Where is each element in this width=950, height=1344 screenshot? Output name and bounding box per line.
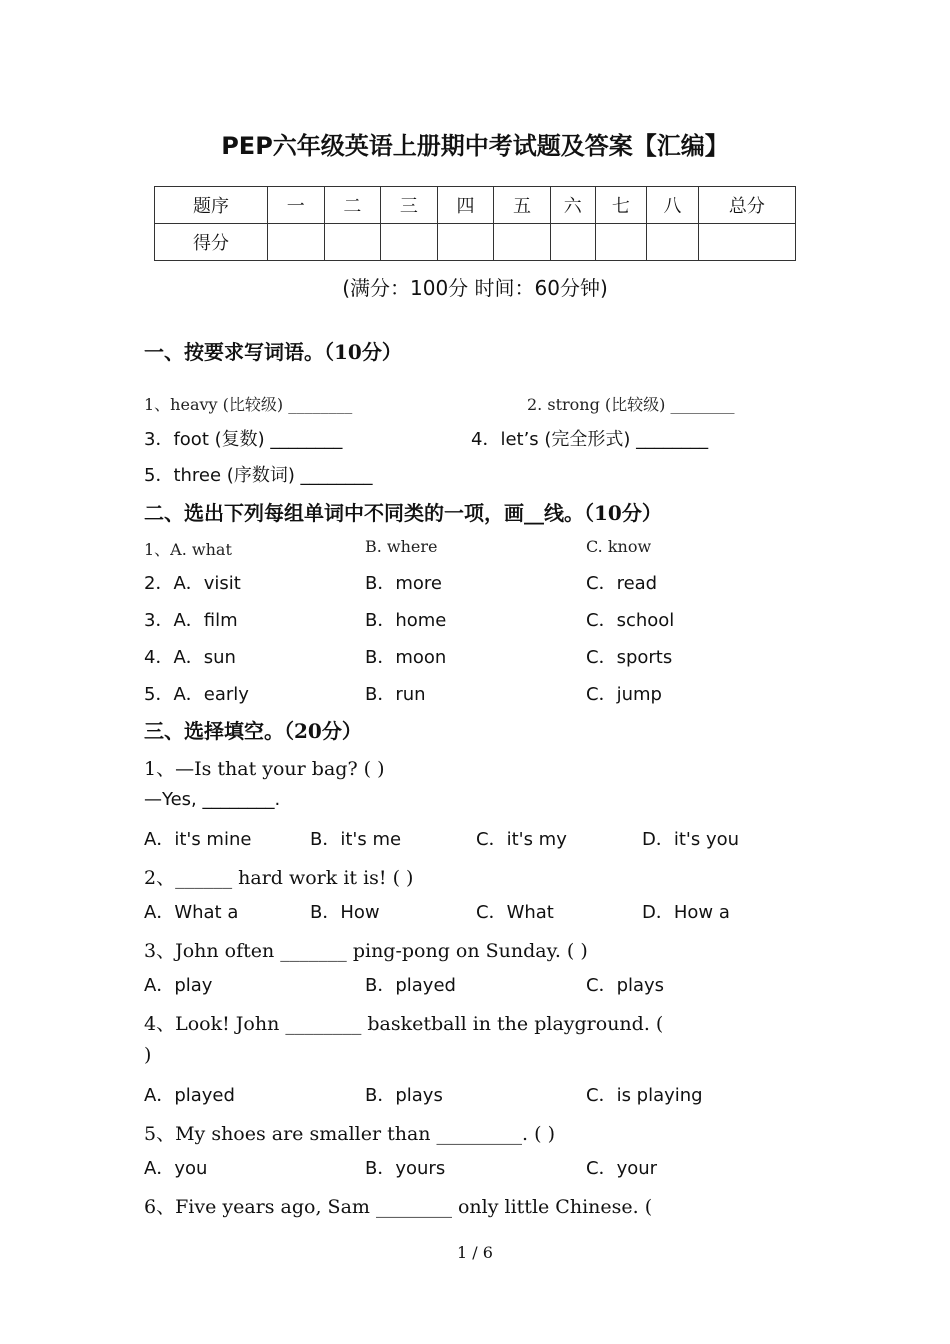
score-table <box>154 186 796 261</box>
option-text: B．played <box>365 975 456 996</box>
question-text: 2、______ hard work it is! ( ) <box>144 867 414 889</box>
question-text: 3．foot (复数) ________ <box>144 429 343 450</box>
score-cell <box>267 224 324 261</box>
score-cell <box>437 224 494 261</box>
score-cell <box>324 224 381 261</box>
score-cell <box>698 224 795 261</box>
question-text: 1、heavy (比较级) ________ <box>144 395 353 414</box>
question-text: —Yes, ________. <box>144 789 281 810</box>
option-text: 2．A．visit <box>144 573 241 594</box>
section-2-heading: 二、选出下列每组单词中不同类的一项，画__线。（10分） <box>144 501 662 525</box>
option-text: B．moon <box>365 647 447 668</box>
option-text: 5．A．early <box>144 684 249 705</box>
header-cell: 总分 <box>698 187 795 224</box>
option-text: B．home <box>365 610 447 631</box>
header-cell: 四 <box>437 187 494 224</box>
option-text: C．plays <box>586 975 665 996</box>
question-text: ) <box>144 1044 152 1066</box>
score-table-header-row <box>155 187 796 224</box>
option-text: C．sports <box>586 647 673 668</box>
option-text: B. where <box>365 537 438 556</box>
score-cell <box>595 224 647 261</box>
question-text: 4．let’s (完全形式) ________ <box>471 429 709 450</box>
score-cell <box>381 224 438 261</box>
option-text: C．it's my <box>476 829 567 850</box>
question-text: 1、—Is that your bag? ( ) <box>144 758 385 780</box>
option-text: B．plays <box>365 1085 443 1106</box>
score-cell <box>647 224 699 261</box>
option-text: 4．A．sun <box>144 647 236 668</box>
option-text: 3．A．film <box>144 610 238 631</box>
option-text: B．yours <box>365 1158 446 1179</box>
question-text: 3、John often _______ ping-pong on Sunday. ( ) <box>144 940 588 962</box>
question-text: 4、Look! John ________ basketball in the playground. ( <box>144 1013 664 1035</box>
question-text: 5．three (序数词) ________ <box>144 465 373 486</box>
option-text: C．school <box>586 610 675 631</box>
header-cell: 题序 <box>155 187 268 224</box>
option-text: C. know <box>586 537 652 556</box>
question-text: 5、My shoes are smaller than _________. ( ) <box>144 1123 556 1145</box>
header-cell: 二 <box>324 187 381 224</box>
section-3-heading: 三、选择填空。（20分） <box>144 719 362 743</box>
question-text: 2. strong (比较级) ________ <box>527 395 735 414</box>
option-text: D．How a <box>642 902 730 923</box>
header-cell: 五 <box>494 187 551 224</box>
exam-info: (满分：100分 时间：60分钟) <box>342 276 608 300</box>
option-text: C．jump <box>586 684 662 705</box>
option-text: A．it's mine <box>144 829 252 850</box>
question-text: 6、Five years ago, Sam ________ only little Chinese. ( <box>144 1196 653 1218</box>
option-text: C．What <box>476 902 554 923</box>
score-table-score-row <box>155 224 796 261</box>
option-text: C．is playing <box>586 1085 703 1106</box>
page-number: 1 / 6 <box>457 1243 493 1262</box>
option-text: A．played <box>144 1085 235 1106</box>
option-text: B．it's me <box>310 829 402 850</box>
option-text: 1、A. what <box>144 540 232 559</box>
header-cell: 六 <box>550 187 595 224</box>
header-cell: 一 <box>267 187 324 224</box>
option-text: B．run <box>365 684 426 705</box>
header-cell: 三 <box>381 187 438 224</box>
section-1-heading: 一、按要求写词语。（10分） <box>144 340 402 364</box>
option-text: C．your <box>586 1158 658 1179</box>
page-title: PEP六年级英语上册期中考试题及答案【汇编】 <box>221 132 729 160</box>
option-text: D．it's you <box>642 829 740 850</box>
option-text: A．play <box>144 975 213 996</box>
option-text: C．read <box>586 573 658 594</box>
option-text: A．you <box>144 1158 208 1179</box>
header-cell: 七 <box>595 187 647 224</box>
option-text: B．How <box>310 902 380 923</box>
option-text: A．What a <box>144 902 239 923</box>
row-label-cell: 得分 <box>155 224 268 261</box>
header-cell: 八 <box>647 187 699 224</box>
score-cell <box>494 224 551 261</box>
option-text: B．more <box>365 573 442 594</box>
score-cell <box>550 224 595 261</box>
